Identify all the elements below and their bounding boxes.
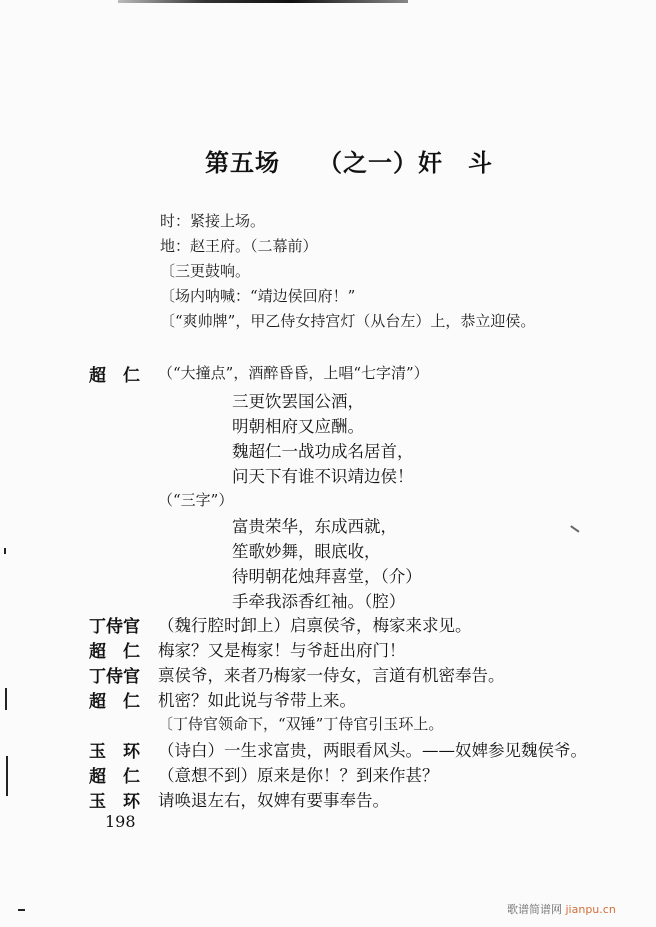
speaker-name: 超 仁 <box>89 692 140 712</box>
speech-line: 机密？如此说与爷带上来。 <box>158 691 356 710</box>
scan-speck <box>4 548 6 554</box>
stage-direction: 〔场内呐喊：“靖边侯回府！” <box>160 287 356 305</box>
verse-line: 待明朝花烛拜喜堂，（介） <box>232 567 422 586</box>
speech-line: （魏行腔时卸上）启禀侯爷，梅家来求见。 <box>158 616 472 635</box>
speaker-name: 玉 环 <box>89 792 140 812</box>
speaker-name: 超 仁 <box>89 642 140 662</box>
scan-edge-mark <box>118 0 408 3</box>
watermark-label: 歌谱简谱网 <box>507 903 562 916</box>
scan-stroke <box>570 525 579 532</box>
scene-title: 第五场 （之一）奸 斗 <box>205 149 493 177</box>
stage-direction: 〔三更鼓响。 <box>160 262 251 280</box>
verse-line: 三更饮罢国公酒， <box>232 392 364 411</box>
speaker-name: 超 仁 <box>89 767 140 787</box>
watermark-site: jianpu.cn <box>565 903 616 916</box>
stage-direction: （“三字”） <box>158 491 234 509</box>
scan-line-mark <box>6 756 8 796</box>
speech-line: 请唤退左右，奴婢有要事奉告。 <box>158 791 389 810</box>
speech-line: （“大撞点”，酒醉昏昏，上唱“七字清”） <box>158 364 429 382</box>
watermark <box>507 901 616 917</box>
verse-line: 笙歌妙舞，眼底收， <box>232 542 381 561</box>
verse-line: 富贵荣华，东成西就， <box>232 517 397 536</box>
speaker-name: 丁侍官 <box>89 667 140 687</box>
speaker-name: 玉 环 <box>89 742 140 762</box>
speech-line: 禀侯爷，来者乃梅家一侍女，言道有机密奉告。 <box>158 666 505 685</box>
stage-direction: 〔丁侍官领命下，“双锤”丁侍官引玉环上。 <box>158 715 444 733</box>
verse-line: 问天下有谁不识靖边侯！ <box>232 467 414 486</box>
setting-place: 地：赵王府。（二幕前） <box>160 237 318 255</box>
speaker-name: 丁侍官 <box>89 617 140 637</box>
scan-line-mark <box>5 688 7 710</box>
speech-line: 梅家？又是梅家！与爷赶出府门！ <box>158 641 406 660</box>
setting-time: 时：紧接上场。 <box>160 212 266 230</box>
speaker-name: 超 仁 <box>89 366 140 386</box>
verse-line: 明朝相府又应酬。 <box>232 417 364 436</box>
verse-line: 手牵我添香红袖。（腔） <box>232 592 406 611</box>
speech-line: （意想不到）原来是你！？到来作甚？ <box>158 766 439 785</box>
verse-line: 魏超仁一战功成名居首， <box>232 442 414 461</box>
page-number: 198 <box>105 812 136 831</box>
speech-line: （诗白）一生求富贵，两眼看风头。——奴婢参见魏侯爷。 <box>158 741 587 760</box>
stage-direction: 〔“爽帅牌”，甲乙侍女持宫灯（从台左）上，恭立迎侯。 <box>160 312 536 330</box>
scan-speck <box>18 909 25 911</box>
